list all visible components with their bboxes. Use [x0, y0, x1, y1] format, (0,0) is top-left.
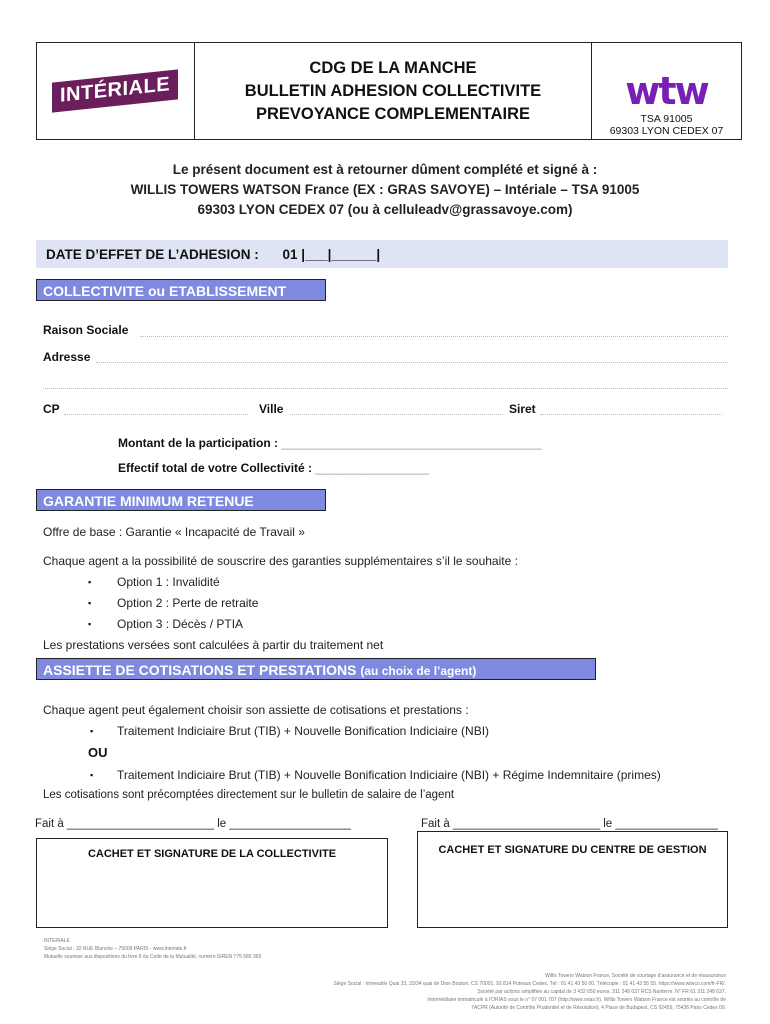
footer-left-line-2: Siège Social : 32 RUE Blanche – 75009 PARIS - www.interiale.fr — [44, 946, 187, 952]
section-assiette-label: ASSIETTE DE COTISATIONS ET PRESTATIONS — [43, 662, 357, 678]
raison-sociale-label: Raison Sociale — [43, 323, 129, 337]
title-line-1: CDG DE LA MANCHE — [309, 58, 477, 77]
montant-field[interactable]: _______________________________________ — [281, 436, 542, 450]
footer-right-line-5: l’ACPR (Autorité de Contrôle Prudentiel et de Résolution), 4 Place de Budapest, CS 92459, 75436 Paris Cedex 09. — [471, 1005, 726, 1011]
footer-left-line-3: Mutuelle soumise aux dispositions du livre II du Code de la Mutualité, numéro SIREN 775 685 365 — [44, 954, 262, 960]
effective-date-field[interactable]: 01 |___|______| — [282, 247, 381, 262]
section-garantie-label: GARANTIE MINIMUM RETENUE — [43, 493, 254, 509]
assiette-choice-2[interactable]: Traitement Indiciaire Brut (TIB) + Nouvelle Bonification Indiciaire (NBI) + Régime Indemnitaire (primes) — [117, 768, 661, 782]
effectif-label-text: Effectif total de votre Collectivité : — [118, 461, 313, 475]
option-2: Option 2 : Perte de retraite — [117, 596, 259, 610]
adresse-field[interactable] — [96, 362, 728, 363]
title-line-3: PREVOYANCE COMPLEMENTAIRE — [255, 104, 531, 123]
footer-interiale — [44, 937, 261, 961]
bullet-icon: ▪ — [88, 598, 92, 608]
siret-field[interactable] — [540, 414, 722, 415]
adresse-label: Adresse — [43, 350, 91, 364]
siret-label: Siret — [509, 402, 536, 416]
bullet-icon: ▪ — [90, 770, 94, 780]
interiale-logo: INTÉRIALE — [52, 69, 178, 112]
assiette-intro: Chaque agent peut également choisir son assiette de cotisations et prestations : — [43, 703, 469, 717]
footer-right-line-4: Intermédiaire immatriculé à l’ORIAS sous le n° 07 001 707 (http://www.orias.fr). Willis Towers Watson France est soumis au contrôle de — [427, 997, 726, 1003]
interiale-logo-cell — [37, 43, 195, 139]
effective-date-band — [36, 240, 728, 268]
bullet-icon: ▪ — [88, 619, 92, 629]
section-collectivite-title — [36, 279, 326, 301]
chaque-agent-text: Chaque agent a la possibilité de souscrire des garanties supplémentaires s’il le souhaite : — [43, 554, 518, 568]
address-line-1: TSA 91005 — [640, 113, 693, 125]
cp-field[interactable] — [64, 414, 248, 415]
section-assiette-title — [36, 658, 596, 680]
section-garantie-title — [36, 489, 326, 511]
ville-label: Ville — [259, 402, 284, 416]
bullet-icon: ▪ — [88, 577, 92, 587]
effectif-field[interactable]: _________________ — [315, 461, 429, 475]
intro-line-1: Le présent document est à retourner dûment complété et signé à : — [172, 162, 598, 177]
footer-left-line-1: INTERIALE — [44, 938, 70, 944]
return-address — [592, 113, 741, 137]
intro-line-3: 69303 LYON CEDEX 07 (ou à celluleadv@grassavoye.com) — [197, 202, 573, 217]
signature-box-centre-title: CACHET ET SIGNATURE DU CENTRE DE GESTION — [438, 844, 707, 856]
return-instructions — [0, 160, 770, 220]
fait-a-collectivite[interactable]: Fait à _______________________ le ___________________ — [35, 818, 351, 830]
option-3: Option 3 : Décès / PTIA — [117, 617, 244, 631]
montant-label — [118, 436, 542, 450]
raison-sociale-field[interactable] — [140, 336, 728, 337]
document-header — [36, 42, 742, 140]
footer-wtw — [256, 972, 726, 1012]
assiette-choice-1[interactable]: Traitement Indiciaire Brut (TIB) + Nouvelle Bonification Indiciaire (NBI) — [117, 724, 490, 738]
option-1: Option 1 : Invalidité — [117, 575, 220, 589]
bullet-icon: ▪ — [90, 726, 94, 736]
adresse-field-line-2[interactable] — [43, 388, 728, 389]
cotisations-text: Les cotisations sont précomptées directement sur le bulletin de salaire de l’agent — [43, 789, 455, 801]
wtw-logo-cell — [591, 43, 741, 139]
fait-a-centre[interactable]: Fait à _______________________ le ________________ — [421, 818, 718, 830]
wtw-logo: wtw — [625, 69, 708, 113]
signature-box-collectivite-title: CACHET ET SIGNATURE DE LA COLLECTIVITE — [87, 848, 337, 860]
section-assiette-sublabel: (au choix de l’agent) — [360, 664, 477, 678]
signature-box-collectivite[interactable] — [36, 838, 388, 928]
signature-box-centre[interactable] — [417, 831, 728, 928]
cp-label: CP — [43, 402, 60, 416]
address-line-2: 69303 LYON CEDEX 07 — [609, 125, 724, 137]
document-title — [195, 43, 591, 139]
prestations-text: Les prestations versées sont calculées à partir du traitement net — [43, 638, 384, 652]
ou-label: OU — [88, 745, 108, 760]
title-line-2: BULLETIN ADHESION COLLECTIVITE — [244, 81, 542, 100]
footer-right-line-3: Société par actions simplifiée au capital de 3 432 650 euros. 311 248 637 RCS Nanterre. N° FR 61 311 248 637. — [477, 989, 726, 995]
montant-label-text: Montant de la participation : — [118, 436, 279, 450]
footer-right-line-1: Willis Towers Watson France, Société de courtage d’assurance et de réassurance — [545, 973, 726, 979]
section-collectivite-label: COLLECTIVITE ou ETABLISSEMENT — [43, 283, 287, 299]
effective-date-label: DATE D’EFFET DE L’ADHESION : — [46, 247, 259, 262]
offre-de-base: Offre de base : Garantie « Incapacité de Travail » — [43, 525, 305, 539]
footer-right-line-2: Siège Social : Immeuble Quai 33, 33/34 quai de Dion Bouton, CS 70001, 92 814 Puteaux Cedex. Tél : 01 41 43 50 00. Télécopie : 01 41 43 55 55. https://www.wtwco.com/fr-FR/. — [333, 981, 726, 987]
intro-line-2: WILLIS TOWERS WATSON France (EX : GRAS SAVOYE) – Intériale – TSA 91005 — [130, 182, 640, 197]
effectif-label — [118, 461, 429, 475]
ville-field[interactable] — [290, 414, 503, 415]
